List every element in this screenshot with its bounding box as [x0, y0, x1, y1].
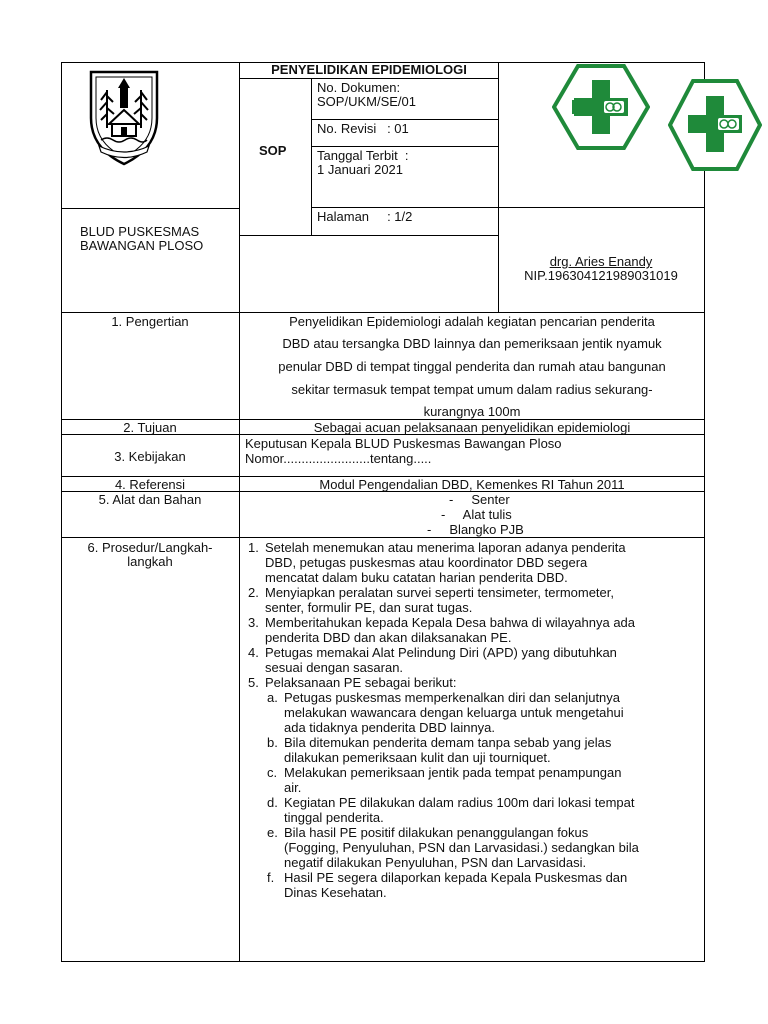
organization-name-line2: BAWANGAN PLOSO [80, 238, 204, 253]
row-label-alat: 5. Alat dan Bahan [98, 492, 202, 507]
step-text-line: ada tidaknya penderita DBD lainnya. [284, 720, 496, 735]
page-number: Halaman : 1/2 [317, 209, 413, 224]
step-text-line: Pelaksanaan PE sebagai berikut: [265, 675, 457, 690]
step-text-line: Memberitahukan kepada Kepala Desa bahwa di wilayahnya ada [265, 615, 636, 630]
step-number: 4. [248, 645, 259, 660]
alat-item: - Blangko PJB [427, 522, 524, 537]
pengertian-line: Penyelidikan Epidemiologi adalah kegiatan pencarian penderita [289, 314, 655, 329]
row-label-pengertian: 1. Pengertian [111, 314, 189, 329]
doc-number-value: SOP/UKM/SE/01 [317, 94, 416, 109]
row-label-prosedur-line1: 6. Prosedur/Langkah- [87, 540, 213, 555]
alat-item: - Alat tulis [441, 507, 512, 522]
tujuan-text: Sebagai acuan pelaksanaan penyelidikan epidemiologi [313, 420, 631, 435]
puskesmas-logo [668, 78, 762, 172]
document-title: PENYELIDIKAN EPIDEMIOLOGI [271, 62, 467, 77]
step-number: 2. [248, 585, 259, 600]
step-number: a. [267, 690, 278, 705]
row-label-kebijakan: 3. Kebijakan [114, 449, 186, 464]
referensi-text: Modul Pengendalian DBD, Kemenkes RI Tahun 2011 [319, 477, 625, 492]
issue-date-label: Tanggal Terbit : [317, 148, 409, 163]
doc-number-label: No. Dokumen: [317, 80, 401, 95]
step-number: c. [267, 765, 278, 780]
sop-label: SOP [259, 143, 287, 158]
step-text-line: mencatat dalam buku catatan harian penderita DBD. [265, 570, 568, 585]
step-text-line: air. [284, 780, 302, 795]
signatory-name: drg. Aries Enandy [549, 254, 653, 269]
pengertian-line: kurangnya 100m [423, 404, 521, 419]
step-text-line: penderita DBD dan akan dilaksanakan PE. [265, 630, 512, 645]
step-number: b. [267, 735, 278, 750]
step-number: e. [267, 825, 278, 840]
pengertian-line: DBD atau tersangka DBD lainnya dan pemeriksaan jentik nyamuk [282, 336, 662, 351]
alat-item: - Senter [449, 492, 510, 507]
step-number: d. [267, 795, 278, 810]
step-text-line: Bila ditemukan penderita demam tanpa sebab yang jelas [284, 735, 612, 750]
puskesmas-logo [552, 64, 650, 150]
step-text-line: Menyiapkan peralatan survei seperti tensimeter, termometer, [265, 585, 615, 600]
step-text-line: senter, formulir PE, dan surat tugas. [265, 600, 473, 615]
pengertian-line: penular DBD di tempat tinggal penderita dan rumah atau bangunan [278, 359, 666, 374]
step-text-line: dilakukan pemeriksaan kulit dan uji tourniquet. [284, 750, 551, 765]
step-text-line: Dinas Kesehatan. [284, 885, 387, 900]
revision-number: No. Revisi : 01 [317, 121, 409, 136]
step-number: 3. [248, 615, 259, 630]
organization-name-line1: BLUD PUSKESMAS [80, 224, 200, 239]
row-label-tujuan: 2. Tujuan [123, 420, 177, 435]
step-text-line: Kegiatan PE dilakukan dalam radius 100m dari lokasi tempat [284, 795, 635, 810]
regency-emblem-logo [85, 68, 163, 166]
row-label-referensi: 4. Referensi [114, 477, 186, 492]
row-label-prosedur-line2: langkah [127, 554, 173, 569]
step-text-line: (Fogging, Penyuluhan, PSN dan Larvasidasi.) sedangkan bila [284, 840, 639, 855]
kebijakan-line1: Keputusan Kepala BLUD Puskesmas Bawangan Ploso [245, 436, 562, 451]
step-number: f. [267, 870, 275, 885]
step-number: 1. [248, 540, 259, 555]
step-text-line: tinggal penderita. [284, 810, 384, 825]
step-text-line: negatif dilakukan Penyuluhan, PSN dan Larvasidasi. [284, 855, 587, 870]
step-text-line: Petugas puskesmas memperkenalkan diri dan selanjutnya [284, 690, 621, 705]
step-text-line: Bila hasil PE positif dilakukan penanggulangan fokus [284, 825, 589, 840]
step-text-line: Petugas memakai Alat Pelindung Diri (APD) yang dibutuhkan [265, 645, 617, 660]
step-text-line: sesuai dengan sasaran. [265, 660, 404, 675]
issue-date-value: 1 Januari 2021 [317, 162, 404, 177]
step-text-line: melakukan wawancara dengan keluarga untuk mengetahui [284, 705, 624, 720]
step-text-line: Hasil PE segera dilaporkan kepada Kepala Puskesmas dan [284, 870, 628, 885]
pengertian-line: sekitar termasuk tempat tempat umum dalam radius sekurang- [291, 382, 653, 397]
step-text-line: Melakukan pemeriksaan jentik pada tempat penampungan [284, 765, 622, 780]
step-number: 5. [248, 675, 259, 690]
signatory-nip: NIP.196304121989031019 [524, 268, 678, 283]
step-text-line: Setelah menemukan atau menerima laporan adanya penderita [265, 540, 626, 555]
step-text-line: DBD, petugas puskesmas atau koordinator DBD segera [265, 555, 588, 570]
kebijakan-line2: Nomor........................tentang..... [245, 451, 432, 466]
